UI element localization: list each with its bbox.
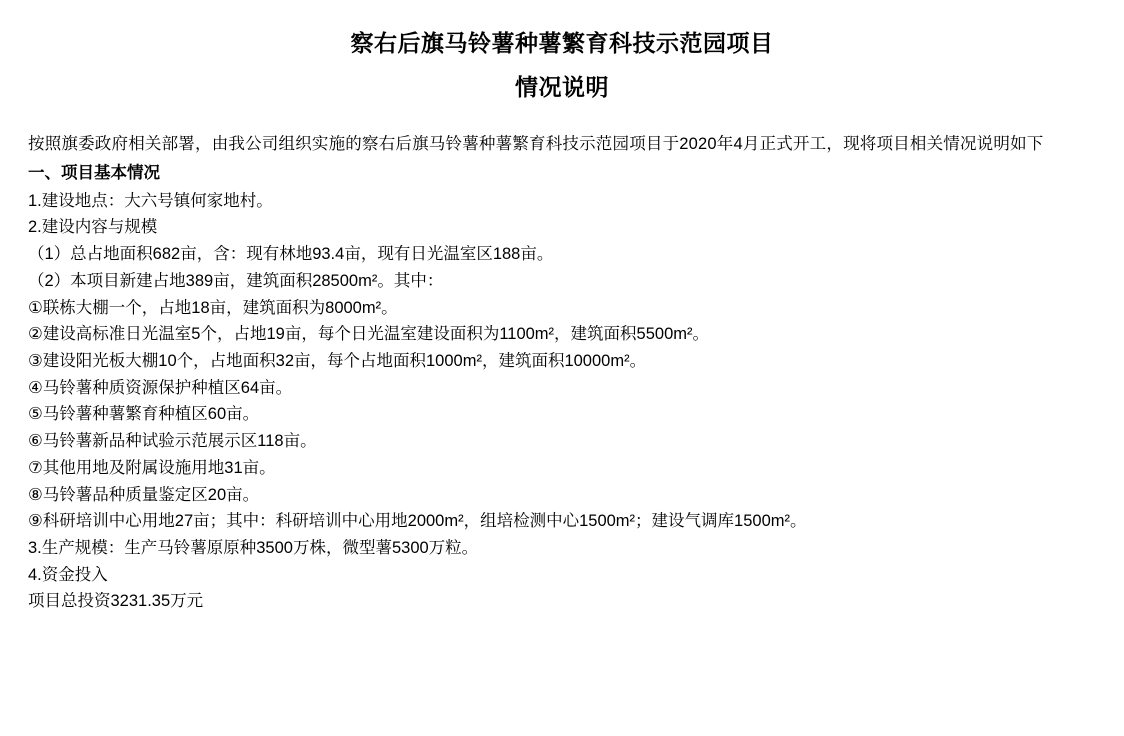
body-line: （1）总占地面积682亩，含：现有林地93.4亩，现有日光温室区188亩。 bbox=[28, 245, 554, 264]
body-line: ⑨科研培训中心用地27亩；其中：科研培训中心用地2000m²，组培检测中心1500m²；建设气调库1500m²。 bbox=[28, 512, 807, 531]
body-line: 4.资金投入 bbox=[28, 565, 108, 584]
body-line: ⑧马铃薯品种质量鉴定区20亩。 bbox=[28, 485, 260, 504]
body-line: ③建设阳光板大棚10个，占地面积32亩，每个占地面积1000m²，建筑面积10000m²。 bbox=[28, 351, 647, 370]
body-line: 1.建设地点：大六号镇何家地村。 bbox=[28, 191, 273, 210]
document-page bbox=[0, 30, 1124, 736]
document-body bbox=[0, 131, 1124, 615]
body-line: 2.建设内容与规模 bbox=[28, 218, 158, 237]
body-line: ②建设高标准日光温室5个，占地19亩，每个日光温室建设面积为1100m²，建筑面积5500m²。 bbox=[28, 325, 709, 344]
body-line: ①联栋大棚一个，占地18亩，建筑面积为8000m²。 bbox=[28, 298, 398, 317]
body-line: ⑥马铃薯新品种试验示范展示区118亩。 bbox=[28, 432, 317, 451]
body-line: 3.生产规模：生产马铃薯原原种3500万株，微型薯5300万粒。 bbox=[28, 538, 479, 557]
body-line: 项目总投资3231.35万元 bbox=[28, 592, 204, 611]
section-heading-1: 一、项目基本情况 bbox=[28, 163, 160, 182]
document-title-line-2: 情况说明 bbox=[515, 73, 609, 100]
body-line: ⑦其他用地及附属设施用地31亩。 bbox=[28, 458, 276, 477]
body-line: （2）本项目新建占地389亩，建筑面积28500m²。其中： bbox=[28, 271, 444, 290]
body-line: ⑤马铃薯种薯繁育种植区60亩。 bbox=[28, 405, 260, 424]
body-line: ④马铃薯种质资源保护种植区64亩。 bbox=[28, 378, 293, 397]
document-title-line-1: 察右后旗马铃薯种薯繁育科技示范园项目 bbox=[350, 30, 774, 56]
intro-paragraph: 按照旗委政府相关部署，由我公司组织实施的察右后旗马铃薯种薯繁育科技示范园项目于2020年4月正式开工，现将项目相关情况说明如下 bbox=[28, 135, 1044, 154]
